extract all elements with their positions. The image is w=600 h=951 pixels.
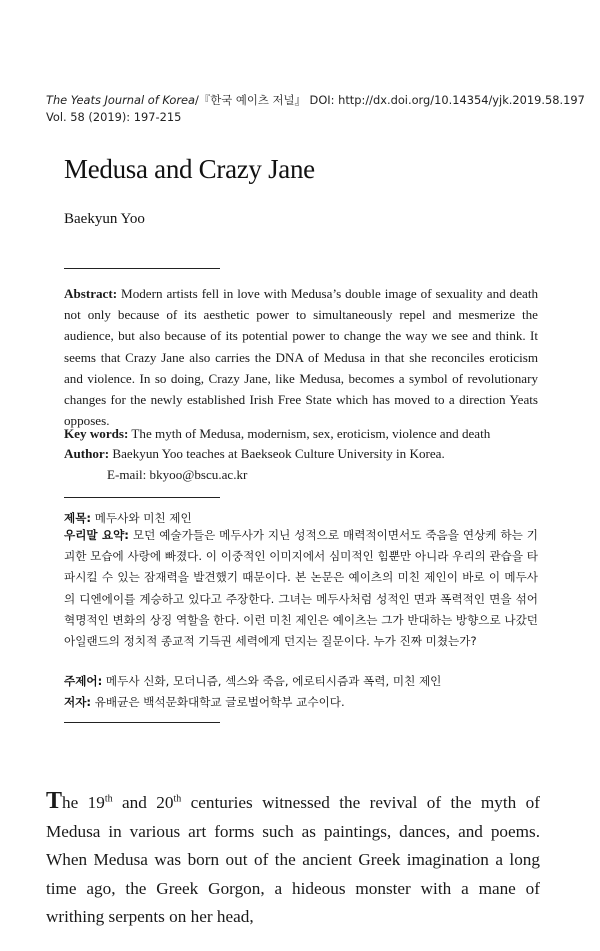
- superscript: th: [173, 793, 182, 805]
- abstract: [64, 283, 538, 431]
- body-paragraph: [46, 787, 540, 932]
- korean-author-text: 유배균은 백석문화대학교 글로벌어학부 교수이다.: [91, 695, 345, 709]
- korean-summary-text: 모던 예술가들은 메두사가 지닌 성적으로 매력적이면서도 죽음을 연상케 하는 기괴한 모습에 사랑에 빠졌다. 이 이중적인 이미지에서 심미적인 힘뿐만 아니라 우리의 관습을 타파시킬 수 있는 잠재력을 발견했기 때문이다. 본 논문은 예이츠의 미친 제인이 바로 이 메두사의 디엔에이를 계승하고 있다고 주장한다. 그녀는 메두사처럼 성적인 면과 폭력적인 면을 섞어 혁명적인 변화의 상징 역할을 한다. 이런 미친 제인은 예이츠는 그가 반대하는 방향으로 나갔던 아일랜드의 정치적 종교적 기득권 세력에게 던지는 질문이다. 누가 진짜 미쳤는가?: [64, 528, 538, 649]
- superscript: th: [104, 793, 113, 805]
- journal-header: [46, 92, 586, 125]
- divider: [64, 268, 220, 269]
- volume-info: Vol. 58 (2019): 197-215: [46, 109, 182, 124]
- article-title: Medusa and Crazy Jane: [64, 154, 315, 184]
- abstract-label: Abstract:: [64, 286, 118, 301]
- author-info: [64, 443, 538, 464]
- article-author: Baekyun Yoo: [64, 211, 145, 227]
- keywords-text: The myth of Medusa, modernism, sex, eroticism, violence and death: [128, 426, 491, 441]
- body-text-a: he 19: [62, 793, 105, 812]
- body-text-b: and 20: [112, 793, 174, 812]
- doi-link[interactable]: DOI: http://dx.doi.org/10.14354/yjk.2019.58.197: [305, 93, 585, 107]
- body-text-c: centuries witnessed the revival of the myth of Medusa in various art forms such as paintings, dances, and poems. When Medusa was born out of the ancient Greek imagination a long time ago, the Greek Gorgon, a hideous monster with a mane of writhing serpents on her head,: [46, 793, 540, 927]
- keywords: [64, 423, 538, 444]
- author-info-text: Baekyun Yoo teaches at Baekseok Culture University in Korea.: [109, 446, 445, 461]
- korean-author-label: 저자:: [64, 695, 92, 709]
- korean-author: [64, 692, 538, 713]
- korean-keywords: [64, 671, 538, 692]
- abstract-text: Modern artists fell in love with Medusa’s double image of sexuality and death not only because of its aesthetic power to simultaneously repel and mesmerize the audience, but also because of its potential power to change the way we see and think. It seems that Crazy Jane also carries the DNA of Medusa in that she reconciles eroticism and violence. In so doing, Crazy Jane, like Medusa, becomes a symbol of revolutionary changes for the newly established Irish Free State which has moved to a direction Yeats opposes.: [64, 286, 538, 429]
- keywords-label: Key words:: [64, 426, 129, 441]
- korean-title: [64, 510, 192, 526]
- citation-line: [46, 92, 586, 109]
- divider: [64, 722, 220, 723]
- journal-name: The Yeats Journal of Korea: [46, 93, 196, 107]
- author-label: Author:: [64, 446, 110, 461]
- journal-korean-name: /『한국 예이츠 저널』: [195, 93, 306, 107]
- drop-cap: T: [46, 788, 63, 814]
- korean-title-label: 제목:: [64, 511, 92, 525]
- korean-keywords-label: 주제어:: [64, 674, 103, 688]
- korean-title-text: 메두사와 미친 제인: [91, 511, 192, 525]
- korean-keywords-text: 메두사 신화, 모더니즘, 섹스와 죽음, 에로티시즘과 폭력, 미친 제인: [102, 674, 442, 688]
- korean-summary: [64, 525, 538, 652]
- divider: [64, 497, 220, 498]
- korean-summary-label: 우리말 요약:: [64, 528, 129, 542]
- author-email[interactable]: E-mail: bkyoo@bscu.ac.kr: [107, 467, 248, 482]
